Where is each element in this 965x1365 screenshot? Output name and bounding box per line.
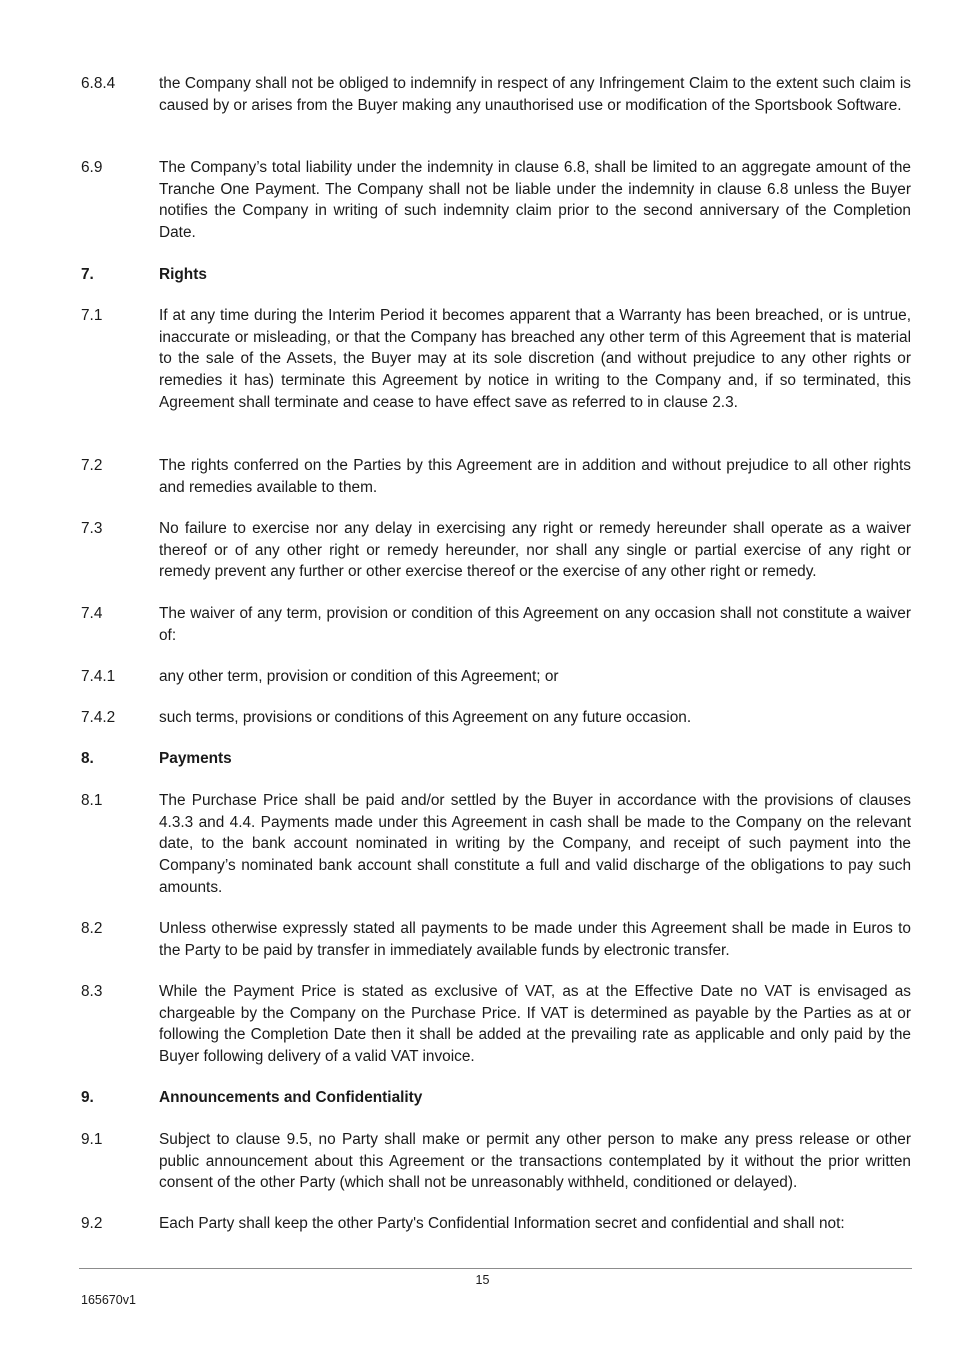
clause-number: 9.2: [81, 1215, 103, 1232]
heading-7-rights: [81, 264, 911, 286]
clause-number: 9.1: [81, 1131, 103, 1148]
clause-number: 6.9: [81, 159, 103, 176]
clause-6-9: [81, 157, 911, 244]
clause-text: The rights conferred on the Parties by this Agreement are in addition and without prejudice to all other rights and remedies available to them.: [159, 457, 911, 496]
clause-7-3: [81, 518, 911, 583]
clause-7-4-2: [81, 707, 911, 729]
clause-number: 8.2: [81, 920, 103, 937]
clause-text: Each Party shall keep the other Party's Confidential Information secret and confidential and shall not:: [159, 1215, 845, 1232]
clause-text: Subject to clause 9.5, no Party shall make or permit any other person to make any press release or other public announcement about this Agreement or the transactions contemplated by it without the prior written consent of the other Party (which shall not be unreasonably withheld, conditioned or delayed).: [159, 1131, 911, 1192]
clause-text: No failure to exercise nor any delay in exercising any right or remedy hereunder shall operate as a waiver thereof or of any other right or remedy hereunder, nor shall any single or partial exercise of any right or remedy prevent any further or other exercise thereof or the exercise of any other right or remedy.: [159, 520, 911, 581]
clause-number: 8.1: [81, 792, 103, 809]
clause-7-4: [81, 603, 911, 646]
clause-9-1: [81, 1129, 911, 1194]
clause-text: If at any time during the Interim Period it becomes apparent that a Warranty has been breached, or is untrue, inaccurate or misleading, or that the Company has breached any other term of this Agreement that is material to the sale of the Assets, the Buyer may at its sole discretion (and without prejudice to any other rights or remedies it has) terminate this Agreement by notice in writing to the Company and, if so terminated, this Agreement shall terminate and cease to have effect save as referred to in clause 2.3.: [159, 307, 911, 411]
clause-text: any other term, provision or condition of this Agreement; or: [159, 668, 559, 685]
document-reference: 165670v1: [81, 1293, 136, 1307]
clause-8-1: [81, 790, 911, 899]
clause-6-8-4: [81, 73, 911, 116]
heading-text: Rights: [159, 266, 207, 283]
clause-number: 7.4.1: [81, 668, 116, 685]
heading-9-announcements: [81, 1087, 911, 1109]
clause-number: 7.2: [81, 457, 103, 474]
clause-number: 7.3: [81, 520, 103, 537]
clause-number: 7.1: [81, 307, 103, 324]
clause-text: such terms, provisions or conditions of this Agreement on any future occasion.: [159, 709, 692, 726]
clause-text: The Company’s total liability under the indemnity in clause 6.8, shall be limited to an aggregate amount of the Tranche One Payment. The Company shall not be liable under the indemnity in clause 6.8 unless the Buyer notifies the Company in writing of such indemnity claim prior to the second anniversary of the Completion Date.: [159, 159, 911, 242]
clause-7-1: [81, 305, 911, 414]
clause-number: 6.8.4: [81, 75, 116, 92]
clause-8-2: [81, 918, 911, 961]
clause-9-2: [81, 1213, 911, 1235]
clause-number: 7.4: [81, 605, 103, 622]
heading-text: Announcements and Confidentiality: [159, 1089, 423, 1106]
clause-text: The waiver of any term, provision or condition of this Agreement on any occasion shall not constitute a waiver of:: [159, 605, 911, 644]
clause-7-4-1: [81, 666, 911, 688]
clause-8-3: [81, 981, 911, 1068]
heading-number: 7.: [81, 266, 94, 283]
clause-number: 7.4.2: [81, 709, 116, 726]
heading-number: 8.: [81, 750, 94, 767]
heading-number: 9.: [81, 1089, 94, 1106]
page-number: 15: [475, 1273, 490, 1287]
clause-7-2: [81, 455, 911, 498]
heading-8-payments: [81, 748, 911, 770]
clause-text: The Purchase Price shall be paid and/or settled by the Buyer in accordance with the provisions of clauses 4.3.3 and 4.4. Payments made under this Agreement in cash shall be made to the Company on the relevant date, to the bank account nominated in writing by the Company, and receipt of such payment into the Company’s nominated bank account shall constitute a full and valid discharge of the obligations to pay such amounts.: [159, 792, 911, 896]
clause-number: 8.3: [81, 983, 103, 1000]
heading-text: Payments: [159, 750, 232, 767]
clause-text: While the Payment Price is stated as exclusive of VAT, as at the Effective Date no VAT is envisaged as chargeable by the Company on the Purchase Price. If VAT is determined as payable by the Parties as at or following the Completion Date then it shall be added at the prevailing rate as applicable and only paid by the Buyer following delivery of a valid VAT invoice.: [159, 983, 911, 1066]
clause-text: Unless otherwise expressly stated all payments to be made under this Agreement shall be made in Euros to the Party to be paid by transfer in immediately available funds by electronic transfer.: [159, 920, 911, 959]
footer-divider: [79, 1268, 912, 1269]
clause-text: the Company shall not be obliged to indemnify in respect of any Infringement Claim to the extent such claim is caused by or arises from the Buyer making any unauthorised use or modification of the Sportsbook Software.: [159, 75, 911, 114]
